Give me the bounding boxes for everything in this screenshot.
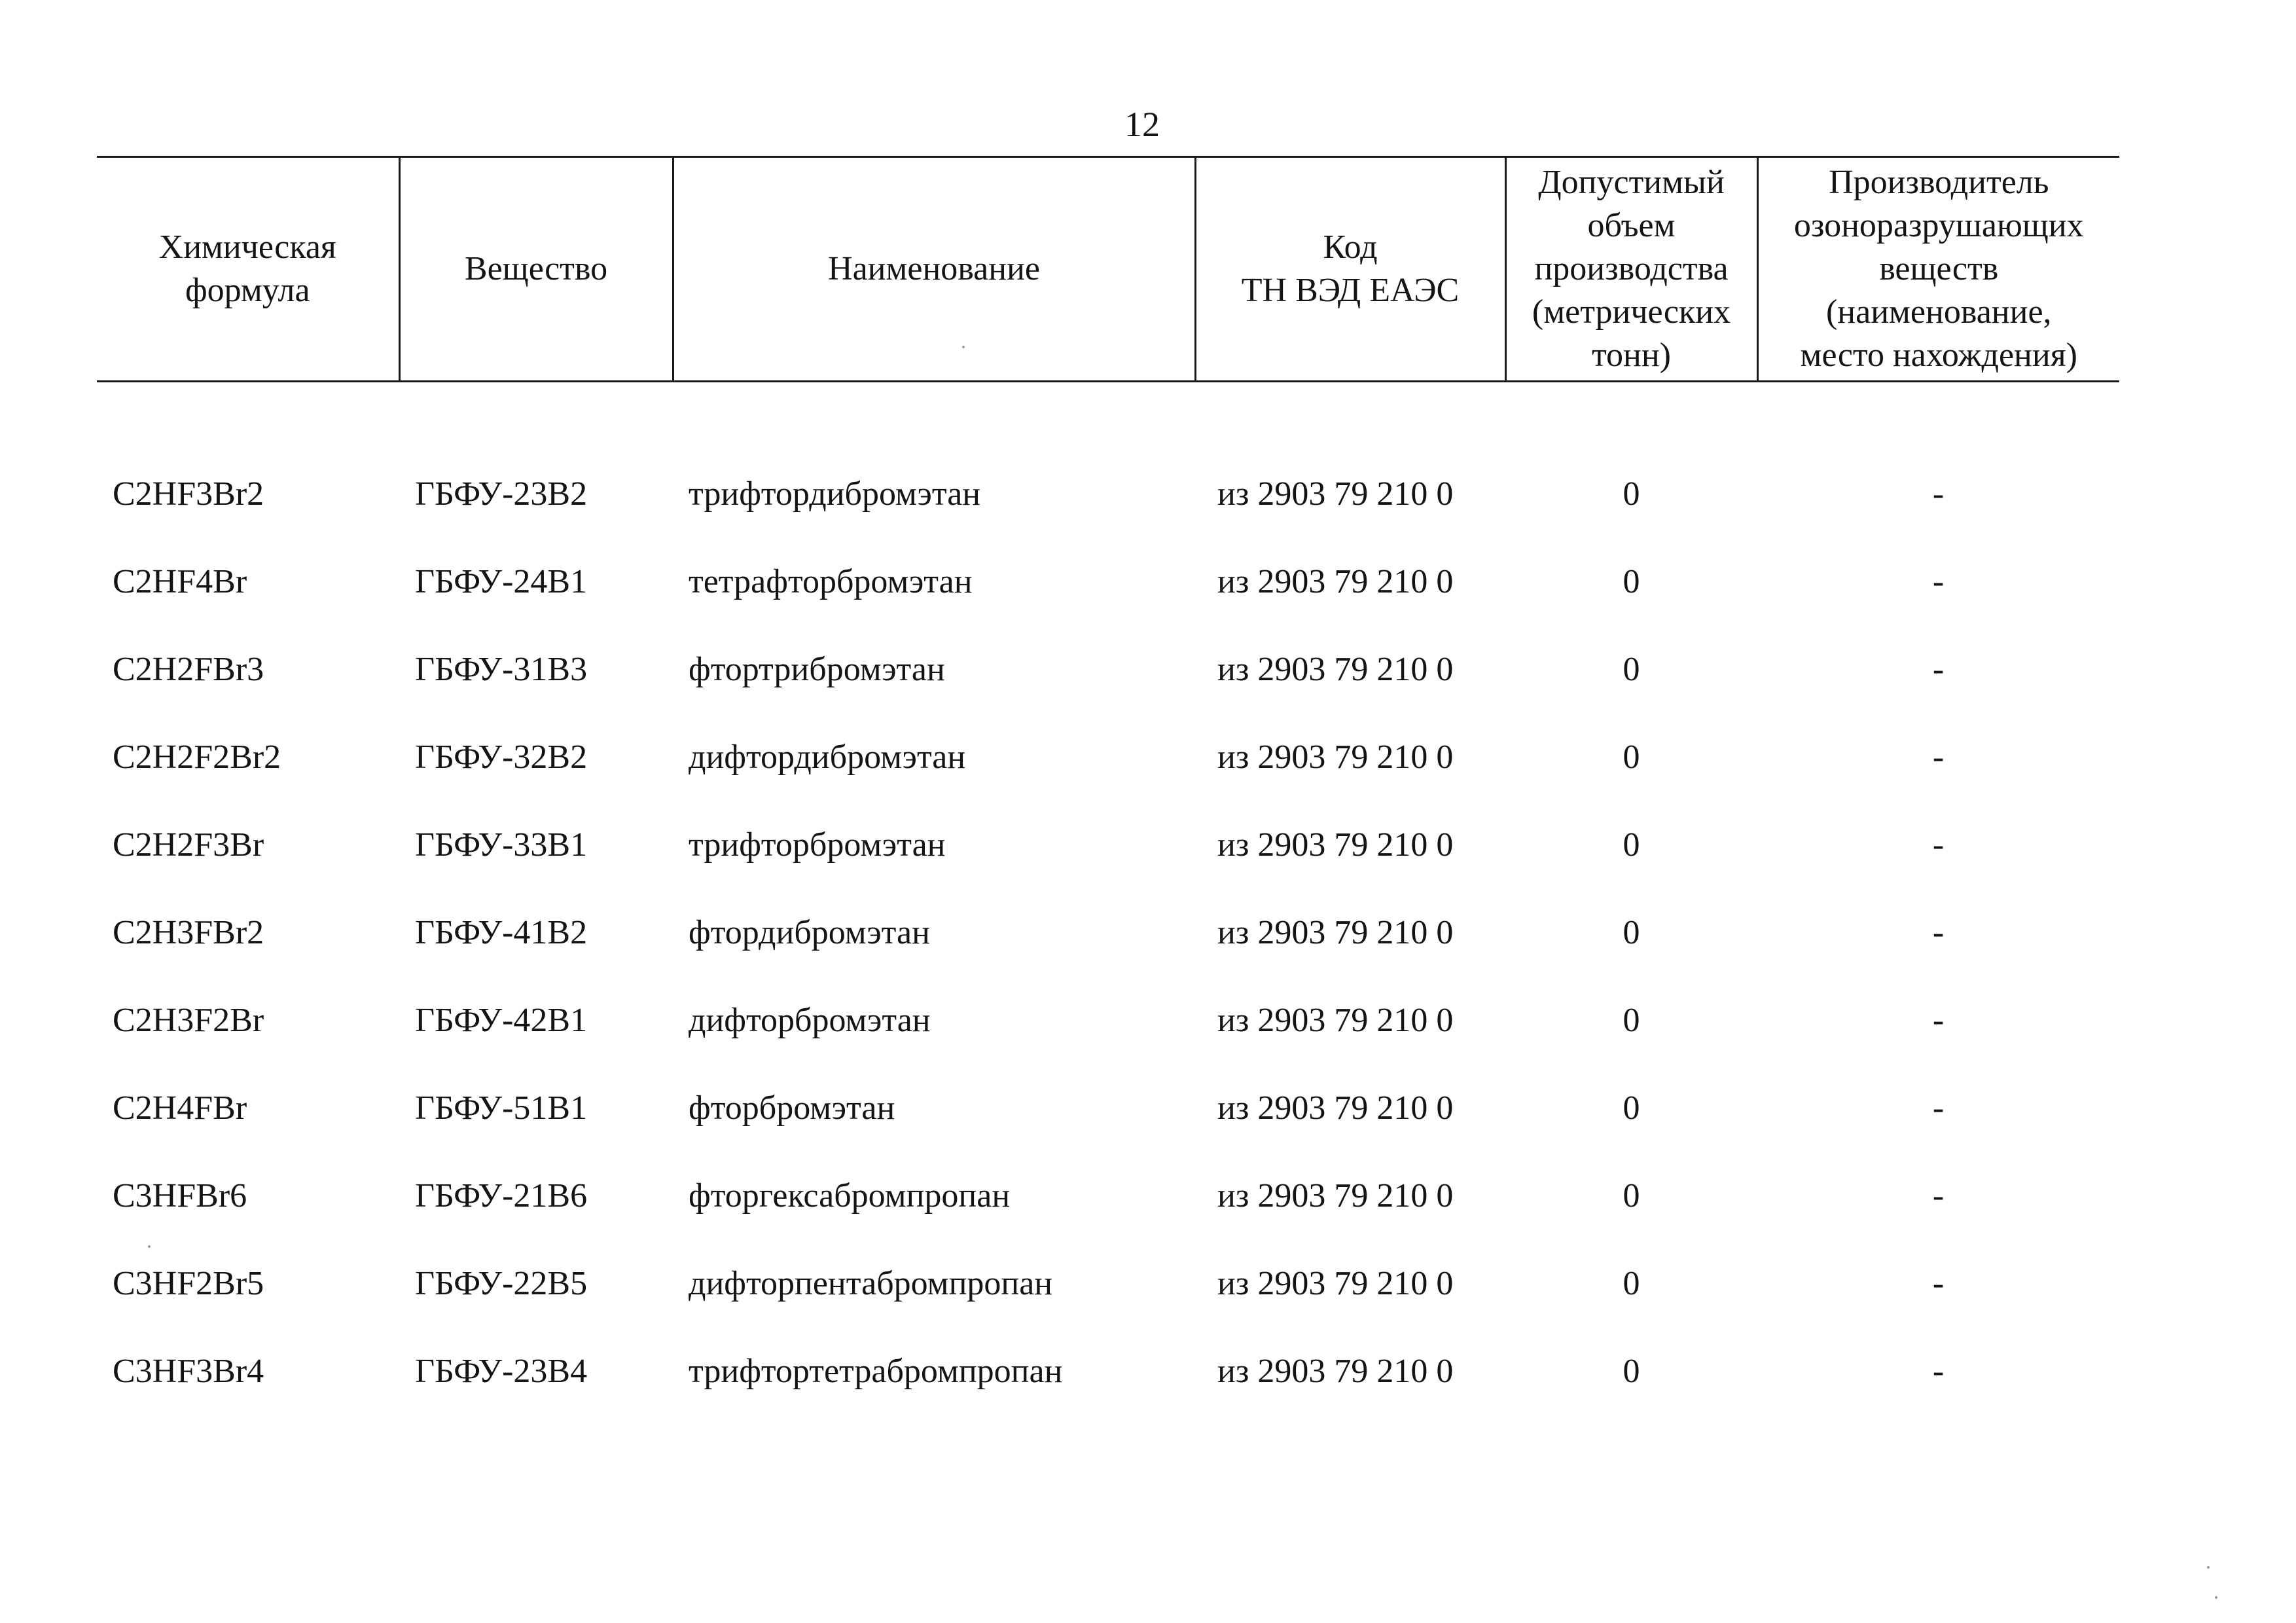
cell-substance: ГБФУ-23В4 [415,1353,588,1390]
cell-code: из 2903 79 210 0 [1217,1002,1454,1039]
cell-substance: ГБФУ-32В2 [415,739,588,776]
cell-formula: C2H2F2Br2 [113,739,281,776]
cell-formula: C2H2F3Br [113,826,264,864]
header-name: Наименование [673,157,1195,382]
substances-table [97,156,2119,1415]
cell-name: тетрафторбромэтан [689,563,973,600]
cell-substance: ГБФУ-31В3 [415,651,588,688]
cell-code: из 2903 79 210 0 [1217,1265,1454,1302]
cell-name: дифторпентабромпропан [689,1265,1053,1302]
scan-speck [148,1245,151,1248]
cell-producer: - [1932,1002,1945,1039]
cell-code: из 2903 79 210 0 [1217,739,1454,776]
cell-volume: 0 [1623,563,1640,600]
cell-producer: - [1932,1177,1945,1214]
cell-name: дифтордибромэтан [689,739,966,776]
cell-substance: ГБФУ-22В5 [415,1265,588,1302]
cell-formula: C2H4FBr [113,1089,247,1127]
table-row [97,538,2119,626]
page-number: 12 [1124,105,1160,144]
cell-substance: ГБФУ-41В2 [415,914,588,951]
cell-producer: - [1932,1353,1945,1390]
cell-code: из 2903 79 210 0 [1217,1353,1454,1390]
table-row [97,889,2119,977]
cell-volume: 0 [1623,1265,1640,1302]
cell-producer: - [1932,563,1945,600]
cell-formula: C2H3FBr2 [113,914,264,951]
cell-producer: - [1932,1265,1945,1302]
cell-volume: 0 [1623,1353,1640,1390]
cell-code: из 2903 79 210 0 [1217,563,1454,600]
cell-name: фтортрибромэтан [689,651,945,688]
cell-volume: 0 [1623,1002,1640,1039]
cell-producer: - [1932,651,1945,688]
cell-code: из 2903 79 210 0 [1217,475,1454,513]
cell-code: из 2903 79 210 0 [1217,651,1454,688]
cell-volume: 0 [1623,914,1640,951]
cell-name: фтордибромэтан [689,914,930,951]
cell-volume: 0 [1623,826,1640,864]
cell-formula: C3HF2Br5 [113,1265,264,1302]
cell-code: из 2903 79 210 0 [1217,1177,1454,1214]
table-row [97,714,2119,801]
cell-formula: C3HFBr6 [113,1177,247,1214]
cell-volume: 0 [1623,739,1640,776]
cell-name: фторгексабромпропан [689,1177,1011,1214]
table-row [97,450,2119,538]
cell-producer: - [1932,475,1945,513]
cell-name: фторбромэтан [689,1089,895,1127]
table-row [97,1065,2119,1152]
table-spacer [97,382,2119,451]
cell-code: из 2903 79 210 0 [1217,826,1454,864]
cell-code: из 2903 79 210 0 [1217,914,1454,951]
cell-name: трифторбромэтан [689,826,946,864]
cell-producer: - [1932,1089,1945,1127]
cell-substance: ГБФУ-51В1 [415,1089,588,1127]
header-code: Код ТН ВЭД ЕАЭС [1195,157,1505,382]
cell-producer: - [1932,739,1945,776]
table-body [97,382,2119,1416]
header-producer: Производитель озоноразрушающих веществ (наименование, место нахождения) [1757,157,2119,382]
cell-volume: 0 [1623,651,1640,688]
table-row [97,1152,2119,1240]
header-volume: Допустимый объем производства (метрических тонн) [1505,157,1757,382]
scan-speck [2207,1566,2210,1569]
cell-substance: ГБФУ-42В1 [415,1002,588,1039]
header-formula: Химическая формула [97,157,399,382]
cell-name: трифтортетрабромпропан [689,1353,1063,1390]
table-row [97,626,2119,714]
cell-producer: - [1932,914,1945,951]
cell-volume: 0 [1623,1089,1640,1127]
table-row [97,801,2119,889]
scan-speck [962,346,965,348]
cell-formula: C2HF3Br2 [113,475,264,513]
cell-formula: C2H3F2Br [113,1002,264,1039]
cell-substance: ГБФУ-23В2 [415,475,588,513]
cell-formula: C3HF3Br4 [113,1353,264,1390]
cell-name: дифторбромэтан [689,1002,931,1039]
cell-name: трифтордибромэтан [689,475,981,513]
scan-speck [2215,1596,2217,1599]
cell-substance: ГБФУ-21В6 [415,1177,588,1214]
cell-formula: C2HF4Br [113,563,247,600]
cell-formula: C2H2FBr3 [113,651,264,688]
table-row [97,1240,2119,1328]
cell-volume: 0 [1623,475,1640,513]
cell-producer: - [1932,826,1945,864]
table-row [97,977,2119,1065]
cell-code: из 2903 79 210 0 [1217,1089,1454,1127]
table-row [97,1328,2119,1415]
cell-volume: 0 [1623,1177,1640,1214]
cell-substance: ГБФУ-33В1 [415,826,588,864]
header-substance: Вещество [399,157,673,382]
table-header [97,157,2119,382]
cell-substance: ГБФУ-24В1 [415,563,588,600]
